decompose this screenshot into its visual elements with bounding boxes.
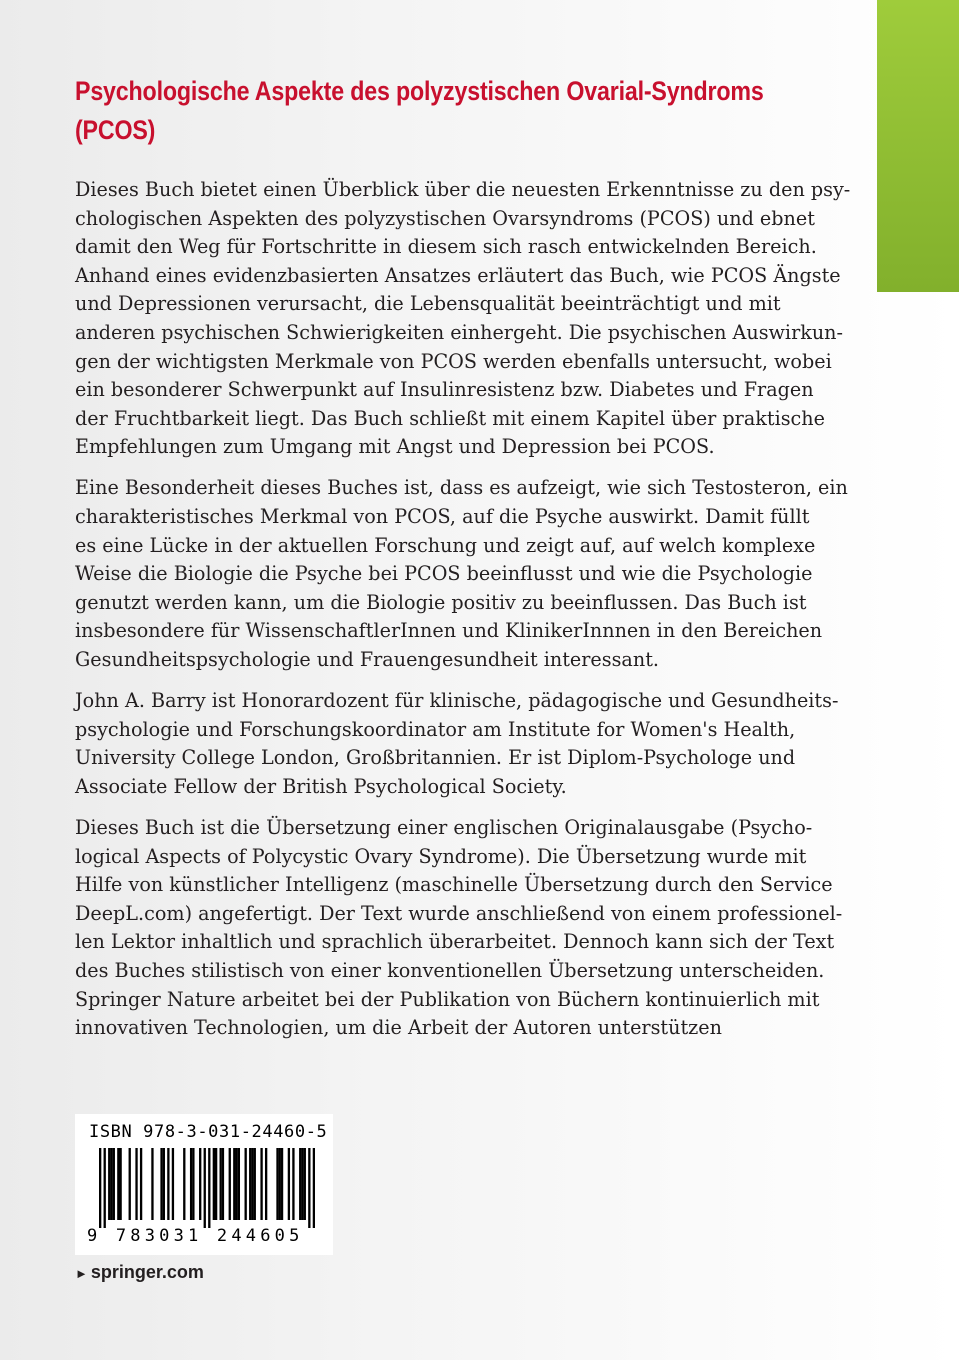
website-link[interactable]	[75, 1262, 204, 1283]
text-line: es eine Lücke in der aktuellen Forschung und zeigt auf, auf welch komplexe	[75, 533, 816, 557]
barcode-bar	[208, 1148, 210, 1228]
barcode-bar	[108, 1148, 110, 1220]
barcode-bar	[110, 1148, 112, 1220]
paragraph-1	[75, 176, 851, 462]
text-line: Empfehlungen zum Umgang mit Angst und Depression bei PCOS.	[75, 435, 715, 459]
green-accent-bar	[877, 0, 959, 292]
barcode-bar	[220, 1148, 222, 1220]
text-line: DeepL.com) angefertigt. Der Text wurde anschließend von einem professionel-	[75, 901, 843, 925]
text-line: und Depressionen verursacht, die Lebensqualität beeinträchtigt und mit	[75, 292, 781, 316]
text-line: der Fruchtbarkeit liegt. Das Buch schließt mit einem Kapitel über praktische	[75, 406, 825, 430]
text-line: Dieses Buch bietet einen Überblick über die neuesten Erkenntnisse zu den psy-	[75, 178, 851, 201]
text-line: Eine Besonderheit dieses Buches ist, dass es aufzeigt, wie sich Testosteron, ein	[75, 476, 848, 500]
text-line: psychologie und Forschungskoordinator am Institute for Women's Health,	[75, 717, 796, 741]
barcode-bar	[254, 1148, 256, 1220]
text-line: charakteristisches Merkmal von PCOS, auf die Psyche auswirkt. Damit füllt	[75, 505, 810, 529]
barcode-bar	[117, 1148, 119, 1220]
barcode-bar	[129, 1148, 131, 1220]
barcode-bar	[192, 1148, 194, 1220]
barcode-bar	[172, 1148, 174, 1220]
barcode-bar	[213, 1148, 215, 1220]
barcode-bar	[233, 1148, 235, 1220]
barcode-bar	[288, 1148, 290, 1220]
text-line: Anhand eines evidenzbasierten Ansatzes erläutert das Buch, wie PCOS Ängste	[75, 263, 841, 287]
barcode-bar	[245, 1148, 247, 1220]
paragraph-2	[75, 474, 848, 674]
text-line: John A. Barry ist Honorardozent für klinische, pädagogische und Gesundheits-	[75, 689, 839, 713]
barcode-bar	[183, 1148, 185, 1220]
text-line: Weise die Biologie die Psyche bei PCOS beeinflusst und wie die Psychologie	[75, 562, 813, 586]
text-line: Gesundheitspsychologie und Frauengesundheit interessant.	[75, 648, 659, 671]
barcode-bar	[151, 1148, 153, 1220]
barcode-bars	[99, 1148, 315, 1228]
website-label: springer.com	[90, 1262, 204, 1282]
barcode-bar	[104, 1148, 106, 1228]
text-line: Dieses Buch ist die Übersetzung einer englischen Originalausgabe (Psycho-	[75, 815, 813, 839]
blurb-text	[75, 176, 851, 1055]
text-line: logical Aspects of Polycystic Ovary Syndrome). Die Übersetzung wurde mit	[75, 844, 807, 868]
barcode-bar	[279, 1148, 281, 1220]
barcode-bar	[308, 1148, 310, 1228]
text-line: gen der wichtigsten Merkmale von PCOS werden ebenfalls untersucht, wobei	[75, 349, 832, 373]
barcode-bar	[299, 1148, 301, 1220]
text-line: genutzt werden kann, um die Biologie positiv zu beeinflussen. Das Buch ist	[75, 590, 807, 614]
barcode-bar	[304, 1148, 306, 1220]
barcode-bar	[119, 1148, 121, 1220]
barcode-bar	[238, 1148, 240, 1220]
barcode-digits: 9 783031 244605	[87, 1226, 304, 1246]
paragraph-3	[75, 687, 839, 801]
barcode-bar	[265, 1148, 267, 1220]
isbn-barcode	[75, 1114, 333, 1255]
title-line-2: (PCOS)	[75, 115, 156, 145]
text-line: len Lektor inhaltlich und sprachlich überarbeitet. Dennoch kann sich der Text	[75, 930, 835, 954]
text-line: anderen psychischen Schwierigkeiten einhergeht. Die psychischen Auswirkun-	[75, 320, 844, 344]
text-line: damit den Weg für Fortschritte in diesem sich rasch entwickelnden Bereich.	[75, 235, 817, 259]
barcode-bar	[113, 1148, 115, 1220]
barcode-bar	[190, 1148, 192, 1220]
barcode-bar	[199, 1148, 201, 1220]
text-line: Hilfe von künstlicher Intelligenz (maschinelle Übersetzung durch den Service	[75, 873, 833, 897]
play-arrow-icon: ►	[75, 1266, 88, 1281]
text-line: University College London, Großbritannien. Er ist Diplom-Psychologe und	[75, 746, 796, 770]
barcode-bar	[222, 1148, 224, 1220]
barcode-bar	[160, 1148, 162, 1220]
barcode-bar	[292, 1148, 294, 1220]
barcode-bar	[204, 1148, 206, 1228]
text-line: ein besonderer Schwerpunkt auf Insulinresistenz bzw. Diabetes und Fragen	[75, 378, 814, 402]
barcode-bar	[167, 1148, 169, 1220]
barcode-bar	[281, 1148, 283, 1220]
isbn-label: ISBN 978-3-031-24460-5	[89, 1122, 328, 1142]
barcode-bar	[135, 1148, 137, 1220]
barcode-bar	[99, 1148, 101, 1228]
text-line: innovativen Technologien, um die Arbeit der Autoren unterstützen	[75, 1016, 722, 1040]
barcode-bar	[235, 1148, 237, 1220]
barcode-bar	[163, 1148, 165, 1220]
barcode-bar	[249, 1148, 251, 1220]
barcode-bar	[276, 1148, 278, 1220]
text-line: insbesondere für WissenschaftlerInnen und KlinikerInnnen in den Bereichen	[75, 619, 823, 643]
barcode-bar	[251, 1148, 253, 1220]
text-line: des Buches stilistisch von einer konventionellen Übersetzung unterscheiden.	[75, 958, 825, 982]
barcode-bar	[140, 1148, 142, 1220]
barcode-bar	[301, 1148, 303, 1220]
barcode-bar	[313, 1148, 315, 1228]
text-line: Springer Nature arbeitet bei der Publikation von Büchern kontinuierlich mit	[75, 987, 820, 1011]
title-line-1: Psychologische Aspekte des polyzystischen Ovarial-Syndroms	[75, 76, 764, 106]
barcode-bar	[229, 1148, 231, 1220]
book-title	[75, 72, 764, 150]
barcode-bar	[260, 1148, 262, 1220]
text-line: chologischen Aspekten des polyzystischen Ovarsyndroms (PCOS) und ebnet	[75, 206, 815, 230]
barcode-bar	[215, 1148, 217, 1220]
paragraph-4	[75, 814, 843, 1043]
text-line: Associate Fellow der British Psychological Society.	[75, 774, 567, 798]
